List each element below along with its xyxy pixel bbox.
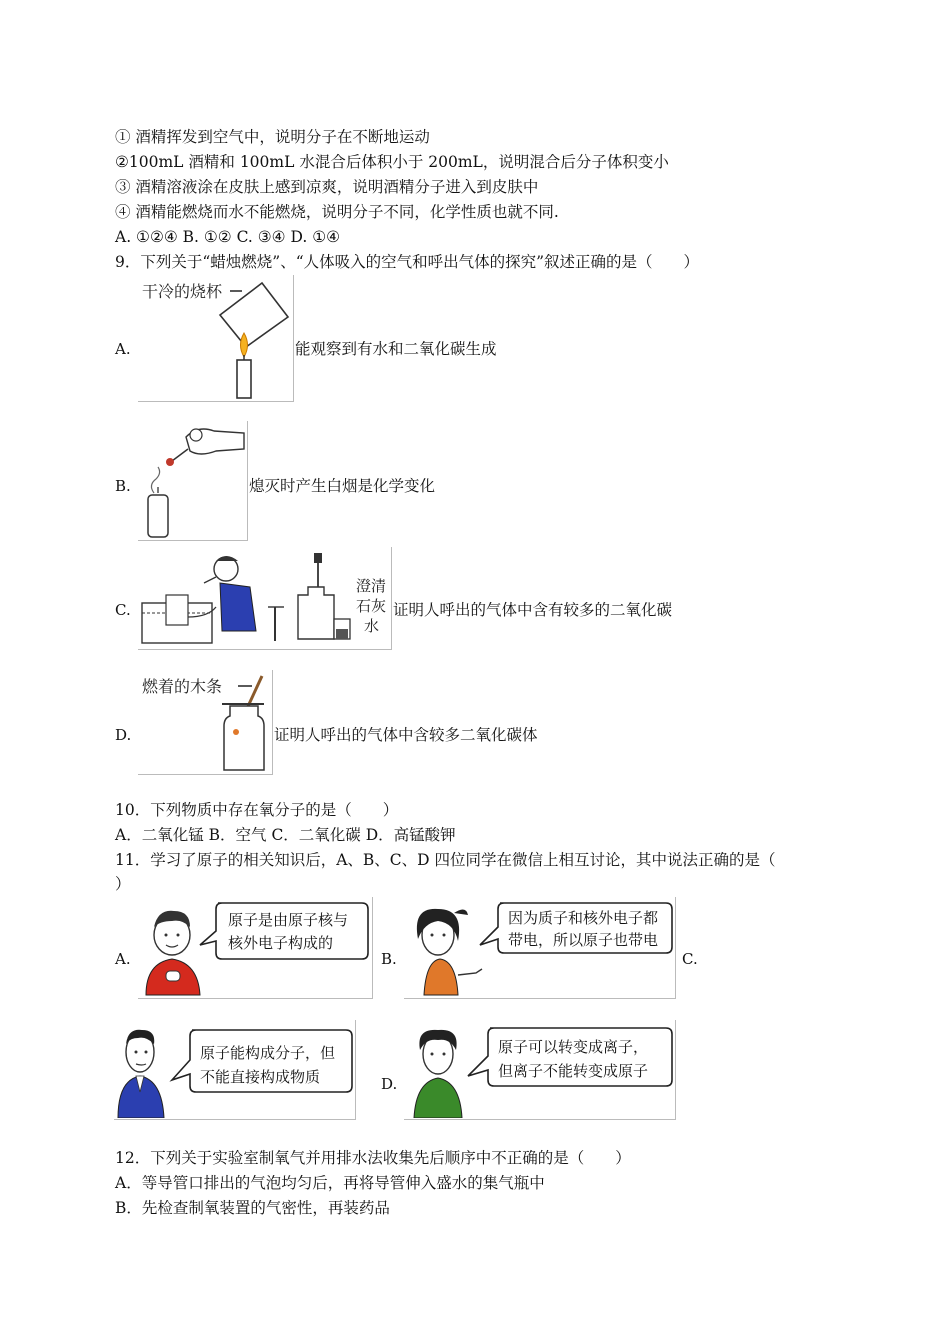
q9-option-d-label: D. — [115, 726, 132, 744]
q9-option-a-figure — [138, 275, 294, 402]
q11-option-c-figure — [114, 1020, 356, 1120]
q12-stem: 12．下列关于实验室制氧气并用排水法收集先后顺序中不正确的是（ ） — [115, 1149, 631, 1167]
q8-item-2: ②100mL 酒精和 100mL 水混合后体积小于 200mL，说明混合后分子体积变小 — [115, 153, 669, 171]
q10-options: A．二氧化锰 B．空气 C．二氧化碳 D．高锰酸钾 — [115, 826, 456, 844]
q11-option-a-label: A. — [115, 950, 131, 968]
q11-b-bubble-line-1: 因为质子和核外电子都 — [508, 909, 659, 927]
q11-option-d-figure — [404, 1020, 676, 1120]
q8-item-4: ④ 酒精能燃烧而水不能燃烧，说明分子不同，化学性质也就不同. — [115, 203, 559, 221]
q9-c-fig-text-1: 澄清 — [356, 577, 387, 595]
q9-option-b-text: 熄灭时产生白烟是化学变化 — [249, 477, 436, 495]
q9-option-a-label: A. — [115, 340, 131, 358]
q9-option-c-figure — [138, 547, 392, 650]
q9-option-b-label: B. — [115, 477, 131, 495]
q9-d-fig-text: 燃着的木条 — [142, 677, 223, 696]
q8-item-1: ① 酒精挥发到空气中，说明分子在不断地运动 — [115, 128, 430, 146]
q8-item-3: ③ 酒精溶液涂在皮肤上感到凉爽，说明酒精分子进入到皮肤中 — [115, 178, 539, 196]
q9-c-fig-text-2: 石灰 — [356, 597, 387, 615]
q11-c-bubble-line-2: 不能直接构成物质 — [200, 1068, 321, 1086]
q11-stem-line-2: ） — [115, 875, 131, 893]
q9-option-c-label: C. — [115, 601, 131, 619]
q9-option-b-figure — [138, 421, 248, 541]
q11-a-bubble-line-2: 核外电子构成的 — [228, 934, 334, 952]
q12-option-b: B．先检查制氧装置的气密性，再装药品 — [115, 1199, 390, 1217]
q8-options: A. ①②④ B. ①② C. ③④ D. ①④ — [115, 228, 341, 246]
q11-option-b-label: B. — [381, 950, 397, 968]
q9-stem: 9．下列关于“蜡烛燃烧”、“人体吸入的空气和呼出气体的探究”叙述正确的是（ ） — [115, 253, 700, 271]
q9-option-c-text: 证明人呼出的气体中含有较多的二氧化碳 — [393, 601, 673, 619]
q9-option-d-figure — [138, 670, 273, 775]
q11-stem-line-1: 11．学习了原子的相关知识后，A、B、C、D 四位同学在微信上相互讨论，其中说法正确的是（ — [115, 851, 776, 869]
q11-option-b-figure — [404, 897, 676, 999]
q11-option-a-figure — [138, 897, 373, 999]
q9-c-fig-text-3: 水 — [364, 617, 380, 635]
q11-option-d-label: D. — [381, 1075, 398, 1093]
q11-d-bubble-line-1: 原子可以转变成离子， — [498, 1038, 649, 1056]
q9-option-d-text: 证明人呼出的气体中含较多二氧化碳体 — [274, 726, 538, 744]
q9-a-fig-text: 干冷的烧杯 — [142, 282, 223, 301]
q9-option-a-text: 能观察到有水和二氧化碳生成 — [295, 340, 497, 358]
q11-d-bubble-line-2: 但离子不能转变成原子 — [498, 1062, 649, 1080]
q11-option-c-label: C. — [682, 950, 698, 968]
q12-option-a: A．等导管口排出的气泡均匀后，再将导管伸入盛水的集气瓶中 — [115, 1174, 545, 1192]
q11-b-bubble-line-2: 带电，所以原子也带电 — [508, 931, 659, 949]
q11-c-bubble-line-1: 原子能构成分子，但 — [200, 1044, 336, 1062]
q11-a-bubble-line-1: 原子是由原子核与 — [228, 911, 349, 929]
q10-stem: 10．下列物质中存在氧分子的是（ ） — [115, 801, 399, 819]
